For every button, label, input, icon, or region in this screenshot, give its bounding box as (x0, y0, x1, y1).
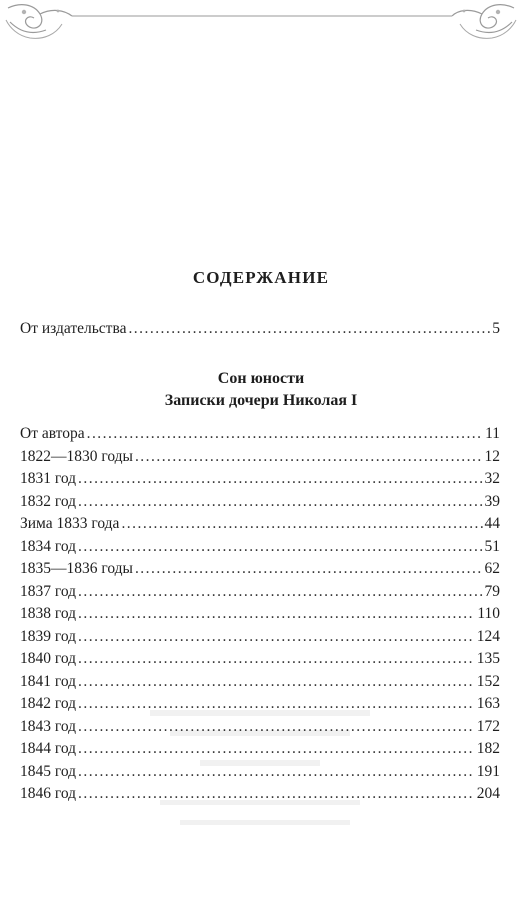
leader-dots (87, 424, 483, 444)
toc-entry[interactable] (20, 717, 500, 737)
toc-entry-title: 1844 год (20, 740, 77, 757)
leader-dots (78, 649, 475, 669)
toc-entry[interactable] (20, 447, 500, 467)
toc-entry[interactable] (20, 469, 500, 489)
toc-entry-title: Зима 1833 года (20, 515, 120, 532)
toc-entry-title: 1845 год (20, 762, 77, 780)
toc-entry-title: 1834 год (20, 537, 77, 555)
toc-entry-page: 32 (484, 470, 500, 487)
toc-entry[interactable] (20, 559, 500, 579)
toc-entry[interactable] (20, 514, 500, 534)
leader-dots (78, 627, 475, 647)
section-subtitle: Записки дочери Николая I (164, 392, 358, 409)
toc-entry[interactable] (20, 694, 500, 714)
toc-entry-page: 44 (484, 515, 500, 532)
toc-entry-title: 1822—1830 годы (20, 447, 133, 465)
toc-entry-title: 1843 год (20, 717, 77, 735)
toc-entry-title: 1831 год (20, 470, 77, 487)
toc-entry-page: 204 (476, 785, 500, 802)
toc-entry-title: 1846 год (20, 785, 77, 802)
leader-dots (135, 559, 483, 579)
toc-entry[interactable] (20, 627, 500, 647)
toc-entry-page: 191 (476, 762, 500, 780)
leader-dots (128, 319, 490, 339)
toc-entry-page: 79 (484, 582, 500, 600)
toc-entry-page: 152 (476, 672, 500, 690)
leader-dots (78, 469, 482, 489)
toc-entry-title: 1832 год (20, 492, 77, 510)
toc-entry[interactable] (20, 582, 500, 602)
toc-entry[interactable] (20, 424, 500, 444)
toc-entry-title: От издательства (20, 320, 127, 337)
leader-dots (78, 784, 475, 804)
leader-dots (78, 694, 475, 714)
leader-dots (78, 762, 475, 782)
toc-entry-title: От автора (20, 425, 85, 442)
contents-heading: СОДЕРЖАНИЕ (192, 268, 330, 287)
toc-entry-page: 39 (484, 492, 500, 510)
toc-entry[interactable] (20, 762, 500, 782)
toc-entry-page: 5 (492, 320, 500, 337)
leader-dots (78, 537, 482, 557)
toc-entry-title: 1840 год (20, 650, 77, 667)
toc-entry-page: 135 (476, 650, 500, 667)
header-ornament (0, 0, 522, 48)
leader-dots (78, 604, 475, 624)
leader-dots (78, 717, 475, 737)
leader-dots (78, 672, 475, 692)
section-title: Сон юности (217, 370, 305, 387)
toc-entry-page: 51 (484, 537, 500, 555)
toc-entry[interactable] (20, 672, 500, 692)
toc-entry-page: 110 (477, 605, 500, 622)
toc-entry-title: 1835—1836 годы (20, 560, 133, 577)
toc-entry-page: 182 (476, 740, 500, 757)
toc-entry[interactable] (20, 537, 500, 557)
toc-entry-page: 172 (476, 717, 500, 735)
toc-entry[interactable] (20, 784, 500, 804)
toc-entry-page: 62 (484, 560, 500, 577)
leader-dots (78, 492, 482, 512)
toc-entry-title: 1842 год (20, 695, 77, 712)
toc-entry-title: 1839 год (20, 627, 77, 645)
toc-entry-page: 163 (476, 695, 500, 712)
toc-entry-title: 1837 год (20, 582, 77, 600)
leader-dots (78, 739, 475, 759)
toc-entry-title: 1838 год (20, 605, 77, 622)
toc-entry-page: 11 (485, 425, 500, 442)
toc-entry[interactable] (20, 492, 500, 512)
toc-entry-title: 1841 год (20, 672, 77, 690)
toc-entry-page: 12 (484, 447, 500, 465)
leader-dots (135, 447, 483, 467)
leader-dots (78, 582, 482, 602)
toc-entry[interactable] (20, 739, 500, 759)
toc-entry-page: 124 (476, 627, 500, 645)
toc-entry[interactable] (20, 649, 500, 669)
toc-entry-publisher[interactable] (20, 319, 500, 339)
toc-entry[interactable] (20, 604, 500, 624)
leader-dots (121, 514, 482, 534)
